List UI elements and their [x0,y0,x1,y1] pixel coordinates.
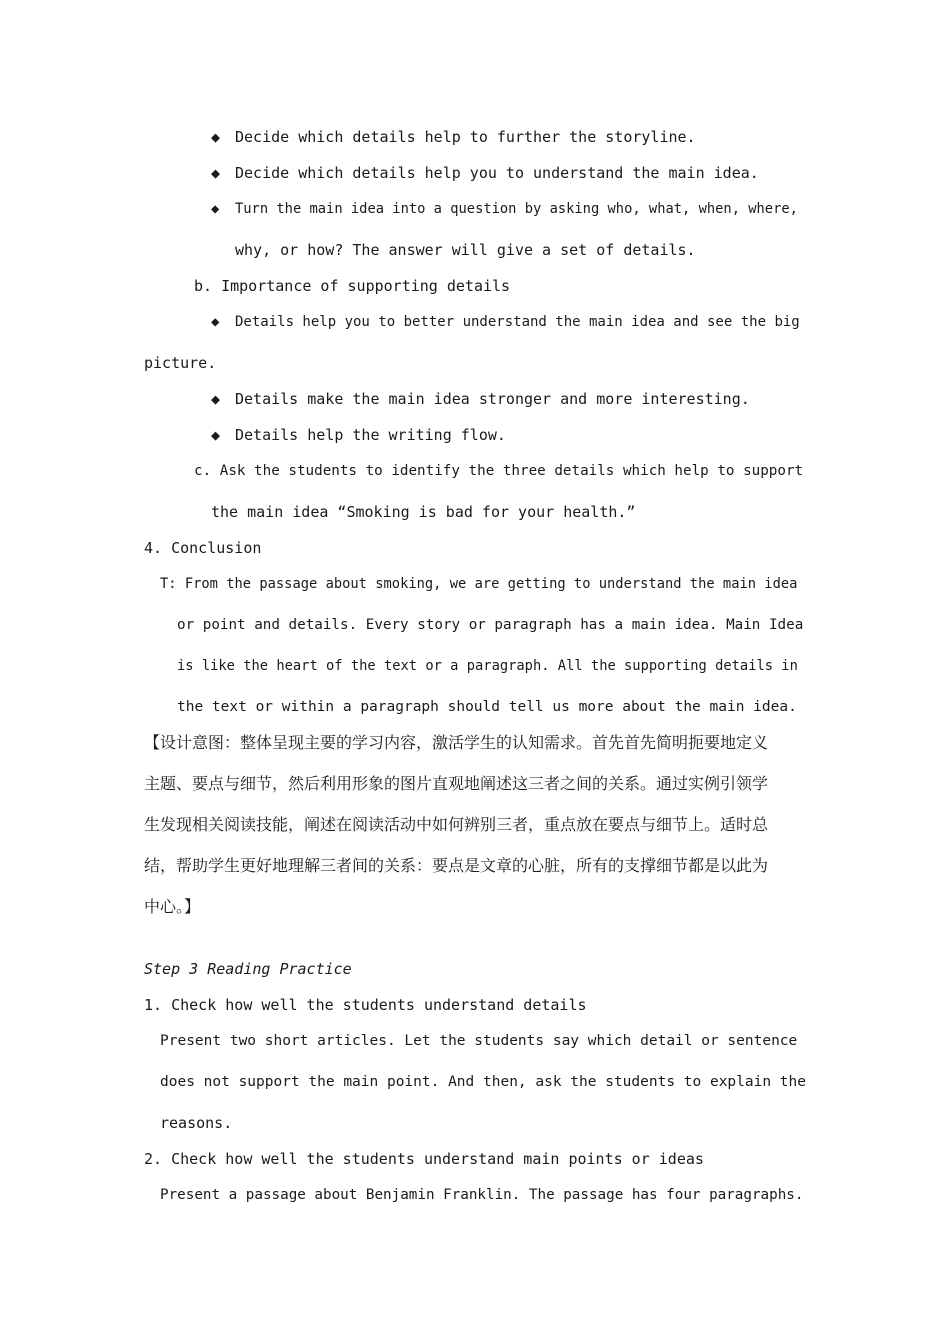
bullet-item [211,199,798,219]
bullet-continuation: picture. [144,354,217,372]
paragraph-line: does not support the main point. And then, ask the students to explain the [160,1074,807,1090]
paragraph-line: Present two short articles. Let the students say which detail or sentence [160,1033,798,1049]
paragraph-line: or point and details. Every story or paragraph has a main idea. Main Idea [177,617,804,633]
paragraph-line: T: From the passage about smoking, we are getting to understand the main idea [160,576,798,592]
section-item-c-continuation: the main idea “Smoking is bad for your health.” [211,503,636,521]
paragraph-line: is like the heart of the text or a paragraph. All the supporting details in [177,658,798,674]
diamond-bullet-icon: ◆ [211,128,221,146]
conclusion-heading: 4. Conclusion [144,539,262,557]
paragraph-line: the text or within a paragraph should tell us more about the main idea. [177,699,797,715]
bullet-item [211,389,750,409]
step-item-heading: 1. Check how well the students understand details [144,996,587,1014]
bullet-text: Details help the writing flow. [235,426,506,444]
section-item-c: c. Ask the students to identify the three details which help to support [194,463,804,479]
design-intent-line: 中心。】 [144,897,201,916]
paragraph-line: reasons. [160,1114,233,1132]
bullet-text: Turn the main idea into a question by asking who, what, when, where, [235,201,798,217]
bullet-item [211,425,506,445]
bullet-item [211,127,696,147]
diamond-bullet-icon: ◆ [211,426,221,444]
bullet-item [211,163,759,183]
diamond-bullet-icon: ◆ [211,314,220,330]
design-intent-line: 生发现相关阅读技能，阐述在阅读活动中如何辨别三者，重点放在要点与细节上。适时总 [144,815,769,834]
diamond-bullet-icon: ◆ [211,164,221,182]
bullet-text: Details help you to better understand the main idea and see the big [235,314,800,330]
bullet-text: Decide which details help you to understand the main idea. [235,164,759,182]
section-heading-b: b. Importance of supporting details [194,277,511,295]
design-intent-line: 【设计意图：整体呈现主要的学习内容，激活学生的认知需求。首先首先简明扼要地定义 [144,733,769,752]
design-intent-line: 主题、要点与细节，然后利用形象的图片直观地阐述这三者之间的关系。通过实例引领学 [144,774,769,793]
bullet-text: Details make the main idea stronger and more interesting. [235,390,750,408]
step-item-heading: 2. Check how well the students understand main points or ideas [144,1150,704,1168]
diamond-bullet-icon: ◆ [211,390,221,408]
paragraph-line: Present a passage about Benjamin Franklin. The passage has four paragraphs. [160,1187,804,1203]
diamond-bullet-icon: ◆ [211,201,220,217]
step-title: Step 3 Reading Practice [144,960,352,978]
bullet-text: Decide which details help to further the storyline. [235,128,696,146]
design-intent-line: 结，帮助学生更好地理解三者间的关系：要点是文章的心脏，所有的支撑细节都是以此为 [144,856,769,875]
bullet-continuation: why, or how? The answer will give a set of details. [235,241,696,259]
bullet-item [211,312,807,332]
